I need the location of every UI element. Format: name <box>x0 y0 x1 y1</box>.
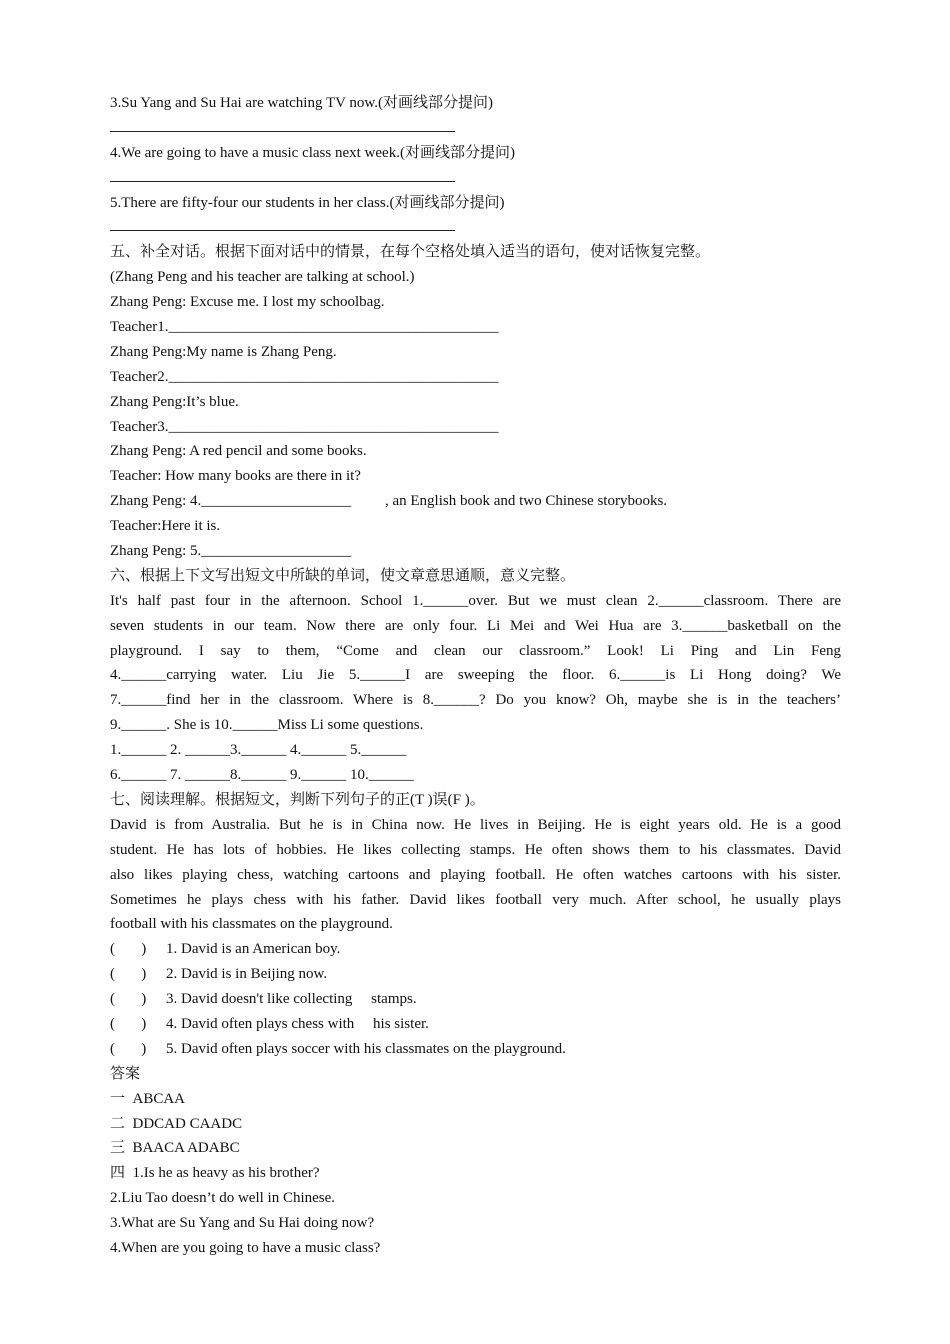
dialogue-line: Zhang Peng:It’s blue. <box>110 393 239 410</box>
answer-row: 6.______ 7. ______8.______ 9.______ 10.______ <box>110 767 414 784</box>
passage-line: 4.______carrying water. Liu Jie 5.______I are sweeping the floor. 6.______is Li Hong doing? We <box>110 667 841 684</box>
passage-line: 9.______. She is 10.______Miss Li some questions. <box>110 717 424 734</box>
tf-item <box>110 1037 841 1062</box>
dialogue-line: Teacher1.____________________________________________ <box>110 319 499 336</box>
cloze-section <box>110 564 841 788</box>
answer-blank-line[interactable] <box>110 166 841 191</box>
passage-line: David is from Australia. But he is in China now. He lives in Beijing. He is eight years old. He is a good <box>110 816 841 833</box>
dialogue-line: Teacher: How many books are there in it? <box>110 468 361 485</box>
passage-line: 7.______find her in the classroom. Where is 8.______? Do you know? Oh, maybe she is in the teachers’ <box>110 692 841 709</box>
dialogue-line: (Zhang Peng and his teacher are talking at school.) <box>110 269 415 286</box>
answer-key-line: 四 1.Is he as heavy as his brother? <box>110 1165 320 1182</box>
section-heading: 六、根据上下文写出短文中所缺的单词，使文章意思通顺，意义完整。 <box>110 567 576 584</box>
worksheet-page <box>110 91 841 1261</box>
answer-blank-line[interactable] <box>110 215 841 240</box>
dialogue-line: Zhang Peng: 5.____________________ <box>110 543 352 560</box>
tf-statement: 4. David often plays chess with his sister. <box>166 1015 429 1032</box>
dialogue-line: Teacher:Here it is. <box>110 518 221 535</box>
dialogue-line: Zhang Peng: Excuse me. I lost my schoolbag. <box>110 294 385 311</box>
tf-answer-box[interactable]: ( ) <box>110 941 147 958</box>
passage-line: It's half past four in the afternoon. School 1.______over. But we must clean 2.______classroom. There are <box>110 592 841 609</box>
tf-statement: 3. David doesn't like collecting stamps. <box>166 991 417 1008</box>
answer-key-heading: 答案 <box>110 1065 141 1082</box>
passage-line: playground. I say to them, “Come and clean our classroom.” Look! Li Ping and Lin Feng <box>110 642 841 659</box>
passage-line: seven students in our team. Now there are only four. Li Mei and Wei Hua are 3.______basketball on the <box>110 617 841 634</box>
reading-section <box>110 788 841 1062</box>
section-heading: 五、补全对话。根据下面对话中的情景，在每个空格处填入适当的语句，使对话恢复完整。 <box>110 244 711 261</box>
section-heading: 七、阅读理解。根据短文，判断下列句子的正(T )误(F )。 <box>110 791 485 808</box>
dialogue-section <box>110 240 841 564</box>
answer-key-line: 3.What are Su Yang and Su Hai doing now? <box>110 1215 375 1232</box>
tf-statement: 2. David is in Beijing now. <box>166 966 328 983</box>
answer-key-line: 三 BAACA ADABC <box>110 1140 240 1157</box>
tf-answer-box[interactable]: ( ) <box>110 991 147 1008</box>
tf-item <box>110 1012 841 1037</box>
passage-line: Sometimes he plays chess with his father. David likes football very much. After school, he usually plays <box>110 891 841 908</box>
tf-item <box>110 987 841 1012</box>
answer-key-line: 2.Liu Tao doesn’t do well in Chinese. <box>110 1190 336 1207</box>
passage-line: student. He has lots of hobbies. He likes collecting stamps. He often shows them to his classmates. David <box>110 841 841 858</box>
tf-item <box>110 937 841 962</box>
tf-answer-box[interactable]: ( ) <box>110 1040 147 1057</box>
tf-statement: 5. David often plays soccer with his classmates on the playground. <box>166 1040 566 1057</box>
tf-answer-box[interactable]: ( ) <box>110 1015 147 1032</box>
tf-statement: 1. David is an American boy. <box>166 941 341 958</box>
answer-blank-line[interactable] <box>110 116 841 141</box>
answer-key-line: 4.When are you going to have a music class? <box>110 1239 381 1256</box>
passage-line: football with his classmates on the playground. <box>110 916 393 933</box>
dialogue-line: Zhang Peng:My name is Zhang Peng. <box>110 343 337 360</box>
passage-line: also likes playing chess, watching cartoons and playing football. He often watches cartoons with his sister. <box>110 866 841 883</box>
dialogue-line: Zhang Peng: 4.____________________ , an English book and two Chinese storybooks. <box>110 493 668 510</box>
rewrite-item-3: 3.Su Yang and Su Hai are watching TV now.(对画线部分提问) <box>110 95 494 111</box>
dialogue-line: Teacher2.____________________________________________ <box>110 368 499 385</box>
answer-key-section <box>110 1062 841 1261</box>
dialogue-line: Teacher3.____________________________________________ <box>110 418 499 435</box>
dialogue-line: Zhang Peng: A red pencil and some books. <box>110 443 367 460</box>
rewrite-item-5: 5.There are fifty-four our students in her class.(对画线部分提问) <box>110 194 505 211</box>
answer-key-line: 一 ABCAA <box>110 1090 186 1107</box>
tf-answer-box[interactable]: ( ) <box>110 966 147 983</box>
rewrite-section <box>110 91 841 240</box>
rewrite-item-4: 4.We are going to have a music class next week.(对画线部分提问) <box>110 144 515 161</box>
answer-row: 1.______ 2. ______3.______ 4.______ 5.______ <box>110 742 407 759</box>
tf-item <box>110 962 841 987</box>
answer-key-line: 二 DDCAD CAADC <box>110 1115 243 1132</box>
